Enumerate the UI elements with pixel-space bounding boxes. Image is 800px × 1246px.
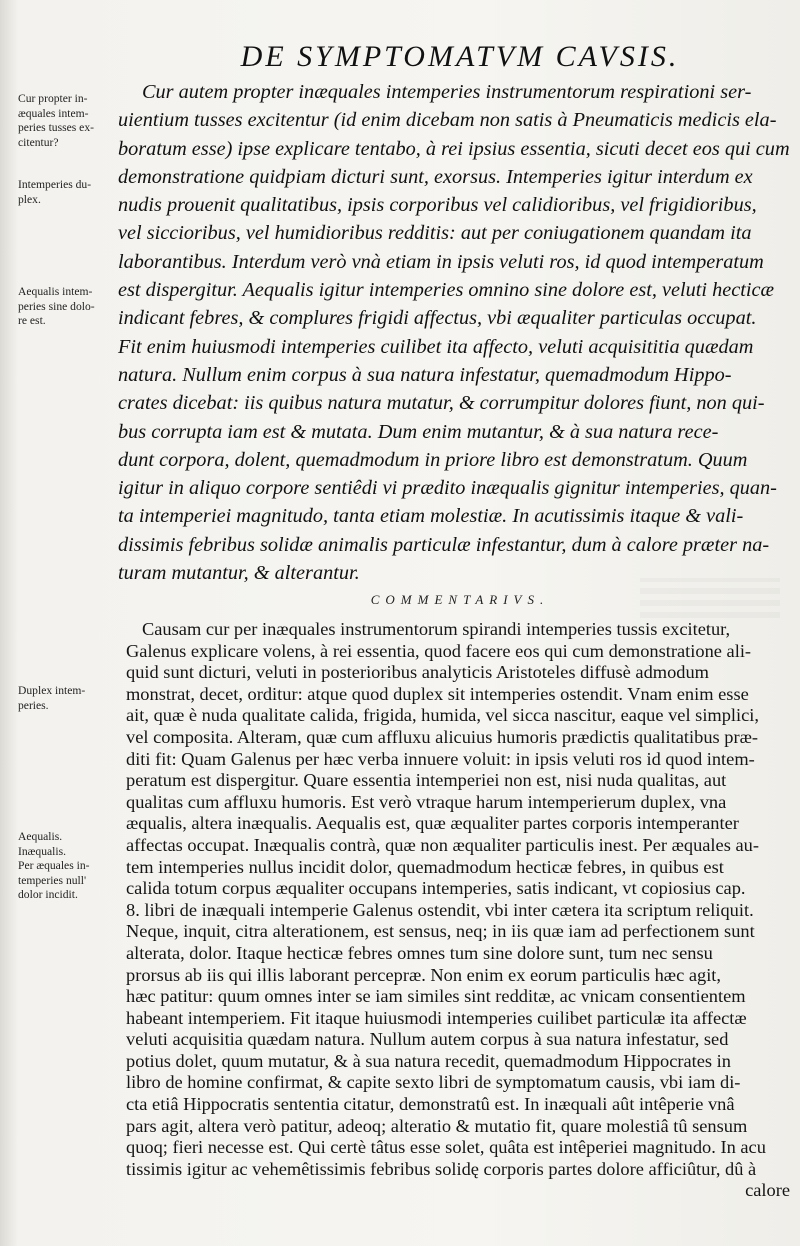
text-line: ta intemperiei magnitudo, tanta etiam molestiæ. In acutissimis itaque & vali-: [118, 505, 744, 528]
text-line: demonstratione quidpiam dicturi sunt, exorsus. Intemperies igitur interdum ex: [118, 165, 753, 188]
margin-note: [18, 830, 118, 903]
text-line: boratum esse) ipse explicare tentabo, à rei ipsius essentia, sicuti decet eos qui cum: [118, 137, 790, 160]
text-line: Cur autem propter inæquales intemperies instrumentorum respirationi ser-: [142, 81, 752, 103]
text-line: vel siccioribus, vel humidioribus redditis: aut per coniugationem quandam ita: [118, 222, 752, 245]
text-line: Neque, inquit, citra alterationem, est sensus, neq; in iis quæ iam ad perfectionem sunt: [126, 921, 755, 942]
margin-note-line: Cur propter in-: [18, 92, 88, 105]
commentary-heading: COMMENTARIVS.: [370, 592, 550, 607]
text-line: calida totum corpus æqualiter occupans intemperies, satis indicant, vt copiosius cap.: [126, 878, 746, 899]
running-header: DE SYMPTOMATVM CAVSIS.: [240, 40, 680, 73]
text-line: 8. libri de inæquali intemperie Galenus ostendit, vbi inter cætera ita scriptum reliquit.: [126, 899, 754, 920]
text-line: calore: [745, 1180, 790, 1201]
margin-note-line: plex.: [18, 192, 41, 206]
text-line: veluti acquisitia quædam natura. Nullum autem corpus à sua natura infestatur, sed: [126, 1029, 729, 1050]
margin-note-line: Inæqualis.: [18, 844, 66, 858]
text-line: quid sunt dicturi, veluti in posterioribus analyticis Aristoteles diffusè admodum: [126, 662, 709, 683]
text-line: æqualis, altera inæqualis. Aequalis est, quæ æqualiter partes corporis intemperanter: [126, 813, 739, 834]
text-line: indicant febres, & complures frigidi affectus, vbi æqualiter particulas occupat.: [118, 307, 757, 330]
text-line: prorsus ab iis qui illis laborant percepræ. Non enim ex eorum particulis hæc agit,: [126, 964, 722, 985]
margin-note: [18, 92, 118, 150]
margin-note-line: Aequalis.: [18, 830, 63, 843]
text-line: tem intemperies nullus incidit dolor, quemadmodum hecticæ febres, in quibus est: [126, 856, 724, 877]
text-line: crates dicebat: iis quibus natura mutatur, & corrumpitur dolores fiunt, non qui-: [118, 392, 765, 415]
text-line: ait, quæ è nuda qualitate calida, frigida, humida, vel sicca nascitur, eaque vel simplici,: [126, 705, 760, 726]
main-text-italic: [118, 78, 790, 587]
text-line: alterata, dolor. Itaque hecticæ febres omnes tum sine dolore sunt, tum nec sensu: [126, 942, 713, 963]
margin-note-line: Aequalis intem-: [18, 285, 93, 298]
text-line: igitur in aliquo corpore sentiêdi vi prædito inæqualis gignitur intemperies, quan-: [118, 477, 777, 500]
commentary-text: [126, 619, 790, 1202]
margin-note: [18, 285, 118, 329]
text-line: monstrat, decet, orditur: atque quod duplex sit intemperies ostendit. Vnam enim esse: [126, 683, 749, 704]
margin-note: [18, 684, 118, 713]
text-line: affectas occupat. Inæqualis contrà, quæ non æqualiter particulis inest. Per æquales au-: [126, 834, 759, 855]
text-line: libro de homine confirmat, & capite sexto libri de symptomatum causis, vbi iam di-: [126, 1072, 741, 1093]
text-line: bus corrupta iam est & mutata. Dum enim mutantur, & à sua natura rece-: [118, 420, 719, 443]
text-line: potius dolet, quum mutatur, & à sua natura recedit, quemadmodum Hippocrates in: [126, 1050, 731, 1071]
text-line: Causam cur per inæquales instrumentorum spirandi intemperies tussis excitetur,: [142, 619, 731, 639]
text-line: nudis prouenit qualitatibus, ipsis corporibus vel calidioribus, vel frigidioribus,: [118, 194, 757, 217]
text-line: dissimis febribus solidæ animalis particulæ infestantur, dum à calore præter na-: [118, 533, 770, 556]
margin-note-line: Duplex intem-: [18, 684, 86, 697]
text-line: diti fit: Quam Galenus per hæc verba innuere voluit: in ipsis veluti ros id quod intem-: [126, 748, 755, 769]
text-line: qualitas cum affluxu humoris. Est verò vtraque harum intemperierum duplex, vna: [126, 791, 727, 812]
margin-note-line: citentur?: [18, 135, 59, 149]
margin-note-line: Intemperies du-: [18, 178, 92, 191]
text-line: pars agit, altera verò patitur, adeoq; alteratio & mutatio fit, quare molestiâ tû sensum: [126, 1115, 748, 1136]
margin-note-line: Per æquales in-: [18, 859, 90, 872]
text-line: uientium tusses excitentur (id enim dicebam non satis à Pneumaticis medicis ela-: [118, 109, 777, 132]
text-line: natura. Nullum enim corpus à sua natura infestatur, quemadmodum Hippo-: [118, 363, 732, 386]
text-line: cta etiâ Hippocratis sententia citatur, demonstratû est. In inæquali aût intêperie vnâ: [126, 1094, 735, 1115]
margin-note-line: peries tusses ex-: [18, 121, 94, 134]
margin-note-line: peries.: [18, 698, 49, 712]
text-line: tissimis igitur ac vehemêtissimis febribus solidę corporis partes dolore afficiûtur, dû à: [126, 1158, 757, 1179]
text-line: Galenus explicare volens, à rei essentia, quod facere eos qui cum demonstratione ali-: [126, 640, 752, 661]
text-line: quoq; fieri necesse est. Qui certè tâtus esse solet, quâta est intêperiei magnitudo. In acu: [126, 1137, 766, 1158]
text-line: peratum est dispergitur. Quare essentia intemperiei non est, nisi nuda qualitas, aut: [126, 770, 727, 791]
margin-note: [18, 178, 118, 207]
text-line: laborantibus. Interdum verò vnà etiam in ipsis veluti ros, id quod intemperatum: [118, 250, 764, 273]
text-line: hæc patitur: quum omnes inter se iam similes sint redditæ, ac vnicam consentientem: [126, 986, 746, 1007]
margin-note-line: dolor incidit.: [18, 888, 78, 901]
text-line: habeant intemperiem. Fit itaque huiusmodi intemperies cuilibet particulæ ita affectæ: [126, 1007, 747, 1028]
text-line: turam mutantur, & alterantur.: [118, 562, 360, 585]
margin-note-line: re est.: [18, 314, 46, 327]
text-line: Fit enim huiusmodi intemperies cuilibet ita affecto, veluti acquisititia quædam: [118, 335, 754, 358]
margin-note-line: peries sine dolo-: [18, 299, 95, 313]
text-line: vel composita. Alteram, quæ cum affluxu alicuius humoris prædictis qualitatibus præ-: [126, 726, 758, 747]
text-line: dunt corpora, dolent, quemadmodum in priore libro est demonstratum. Quum: [118, 448, 748, 471]
margin-note-line: æquales intem-: [18, 106, 89, 120]
text-line: est dispergitur. Aequalis igitur intemperies omnino sine dolore est, veluti hecticæ: [118, 279, 775, 302]
margin-note-line: temperies null': [18, 873, 87, 887]
